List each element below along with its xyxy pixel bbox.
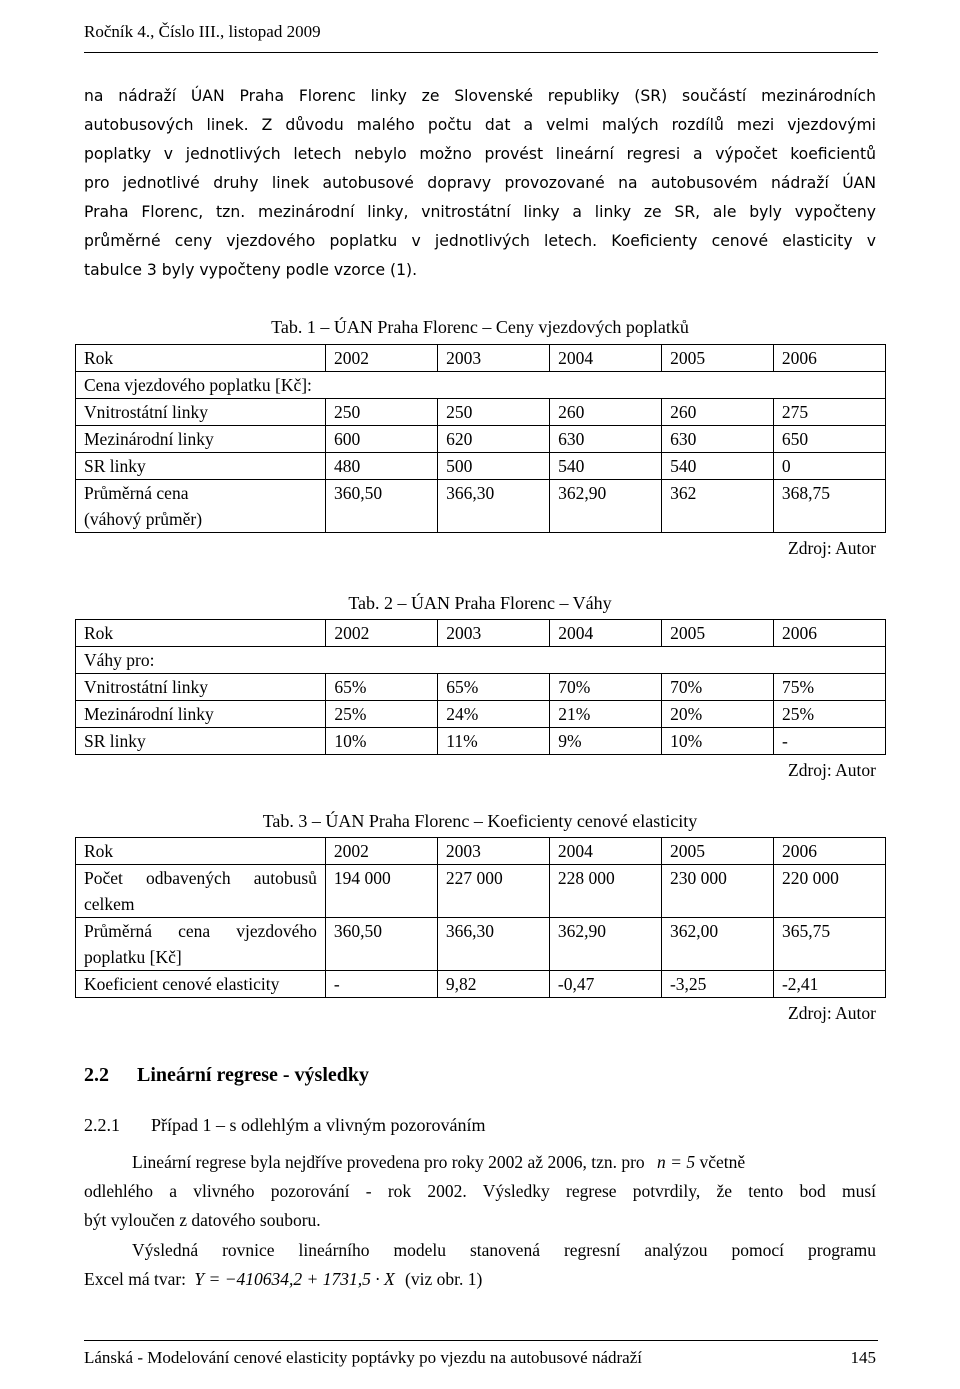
- table-cell: 9%: [550, 728, 662, 755]
- cell-line: Průměrná cena: [84, 483, 189, 503]
- table-cell: 2004: [550, 345, 662, 372]
- table-cell: 650: [773, 426, 885, 453]
- intro-line: Praha Florenc, tzn. mezinárodní linky, vnitrostátní linky a linky ze SR, ale byly vypočteny: [84, 203, 876, 221]
- paragraph-text: Lineární regrese byla nejdříve provedena pro roky 2002 až 2006, tzn. pro: [132, 1152, 645, 1172]
- table-row: [76, 426, 886, 453]
- paragraph-text: Excel má tvar:: [84, 1269, 187, 1289]
- table-cell: Mezinárodní linky: [76, 426, 326, 453]
- table-subheader: Váhy pro:: [76, 647, 886, 674]
- table-cell: -0,47: [549, 971, 661, 998]
- table-cell: 480: [326, 453, 438, 480]
- table-cell: 11%: [438, 728, 550, 755]
- section-heading: [84, 1064, 369, 1087]
- table-cell: 2006: [774, 620, 886, 647]
- table-cell: -3,25: [661, 971, 773, 998]
- table-row: [76, 838, 886, 865]
- table-cell: 362,90: [549, 918, 661, 971]
- table-row: [76, 480, 886, 533]
- table-cell: 2005: [662, 345, 774, 372]
- table-cell: Vnitrostátní linky: [76, 674, 326, 701]
- cell-line: celkem: [84, 894, 135, 914]
- table-cell: Rok: [76, 620, 326, 647]
- table-cell: [76, 918, 326, 971]
- table3-caption: Tab. 3 – ÚAN Praha Florenc – Koeficienty cenové elasticity: [262, 811, 698, 831]
- table-row: [76, 345, 886, 372]
- table-cell: 2002: [326, 620, 438, 647]
- intro-line: pro jednotlivé druhy linek autobusové dopravy provozované na autobusovém nádraží ÚAN: [84, 174, 876, 192]
- table-cell: 2003: [437, 838, 549, 865]
- paragraph-2: [84, 1236, 876, 1294]
- table1-source: Zdroj: Autor: [788, 538, 876, 558]
- table1: [75, 344, 886, 533]
- table-cell: 2003: [438, 345, 550, 372]
- table3: [75, 837, 886, 998]
- table-cell: 2006: [773, 838, 885, 865]
- subsection-heading: [84, 1115, 485, 1136]
- table-cell: 366,30: [438, 480, 550, 533]
- intro-line: průměrné ceny vjezdového poplatku v jednotlivých letech. Koeficienty cenové elasticity v: [84, 232, 876, 250]
- table-cell: 230 000: [661, 865, 773, 918]
- intro-line: tabulce 3 byly vypočteny podle vzorce (1).: [84, 261, 418, 279]
- table-cell: 2002: [326, 345, 438, 372]
- table2-caption: Tab. 2 – ÚAN Praha Florenc – Váhy: [348, 593, 612, 613]
- table-cell: 65%: [326, 674, 438, 701]
- page-number: 145: [850, 1348, 876, 1367]
- table2-source: Zdroj: Autor: [788, 760, 876, 780]
- table-cell: 25%: [326, 701, 438, 728]
- table-row: [76, 620, 886, 647]
- table-cell: 220 000: [773, 865, 885, 918]
- table-row: [76, 971, 886, 998]
- table-cell: 250: [326, 399, 438, 426]
- table-cell: 500: [438, 453, 550, 480]
- table-cell: 362,90: [550, 480, 662, 533]
- table-cell: Mezinárodní linky: [76, 701, 326, 728]
- table-row: [76, 674, 886, 701]
- table-cell: 360,50: [325, 918, 437, 971]
- table-row: [76, 399, 886, 426]
- table2: [75, 619, 886, 755]
- table-row: [76, 918, 886, 971]
- table-cell: 362,00: [661, 918, 773, 971]
- table-cell: 362: [662, 480, 774, 533]
- table-cell: 365,75: [773, 918, 885, 971]
- section-title: Lineární regrese - výsledky: [137, 1064, 370, 1086]
- table-cell: 2003: [438, 620, 550, 647]
- paragraph-line: Výsledná rovnice lineárního modelu stanovená regresní analýzou pomocí programu: [132, 1240, 876, 1260]
- table-cell: 250: [438, 399, 550, 426]
- table-cell: 368,75: [773, 480, 885, 533]
- section-number: 2.2: [84, 1064, 109, 1086]
- table-subheader: Cena vjezdového poplatku [Kč]:: [76, 372, 886, 399]
- table-cell: 70%: [550, 674, 662, 701]
- table-cell: 20%: [662, 701, 774, 728]
- table-cell: Rok: [76, 345, 326, 372]
- table-cell: -: [325, 971, 437, 998]
- table-cell: -: [774, 728, 886, 755]
- table-cell: 260: [550, 399, 662, 426]
- paragraph-text: (viz obr. 1): [405, 1269, 483, 1289]
- cell-line: poplatku [Kč]: [84, 947, 182, 967]
- table-row: [76, 372, 886, 399]
- table-cell: Rok: [76, 838, 326, 865]
- intro-line: autobusových linek. Z důvodu malého počtu dat a velmi malých rozdílů mezi vjezdovými: [84, 116, 876, 134]
- table-row: [76, 701, 886, 728]
- table-cell: 65%: [438, 674, 550, 701]
- table-cell: 366,30: [437, 918, 549, 971]
- running-header: Ročník 4., Číslo III., listopad 2009: [84, 22, 321, 41]
- table-row: [76, 453, 886, 480]
- table-cell: 227 000: [437, 865, 549, 918]
- table-cell: 21%: [550, 701, 662, 728]
- paragraph-line: [84, 1148, 876, 1177]
- table-cell: 620: [438, 426, 550, 453]
- table-cell: [76, 865, 326, 918]
- table-cell: 540: [662, 453, 774, 480]
- table-cell: 360,50: [326, 480, 438, 533]
- table-cell: 0: [773, 453, 885, 480]
- header-rule: [84, 52, 878, 53]
- table-cell: 600: [326, 426, 438, 453]
- table-cell: 24%: [438, 701, 550, 728]
- table-cell: 2004: [549, 838, 661, 865]
- table-cell: 630: [662, 426, 774, 453]
- table-cell: [76, 480, 326, 533]
- subsection-number: 2.2.1: [84, 1115, 120, 1135]
- table-row: [76, 647, 886, 674]
- table-cell: Vnitrostátní linky: [76, 399, 326, 426]
- table-cell: 10%: [662, 728, 774, 755]
- table-cell: 630: [550, 426, 662, 453]
- table-cell: 2004: [550, 620, 662, 647]
- table-cell: 2005: [662, 620, 774, 647]
- table-cell: Koeficient cenové elasticity: [76, 971, 326, 998]
- paragraph-line: být vyloučen z datového souboru.: [84, 1210, 321, 1230]
- table-cell: 70%: [662, 674, 774, 701]
- subsection-title: Případ 1 – s odlehlým a vlivným pozorováním: [151, 1115, 486, 1135]
- intro-line: na nádraží ÚAN Praha Florenc linky ze Slovenské republiky (SR) součástí mezinárodních: [84, 87, 876, 105]
- table-cell: 194 000: [325, 865, 437, 918]
- table-cell: 2006: [773, 345, 885, 372]
- inline-equation: n = 5: [657, 1152, 696, 1172]
- table3-source: Zdroj: Autor: [788, 1003, 876, 1023]
- running-footer: Lánská - Modelování cenové elasticity poptávky po vjezdu na autobusové nádraží: [84, 1348, 642, 1367]
- cell-line: Průměrná cena vjezdového: [84, 921, 317, 941]
- intro-paragraph: [84, 82, 876, 285]
- paragraph-line: [84, 1265, 876, 1294]
- table-cell: 2002: [325, 838, 437, 865]
- table-cell: 228 000: [549, 865, 661, 918]
- table-cell: 9,82: [437, 971, 549, 998]
- table-cell: 25%: [774, 701, 886, 728]
- cell-line: (váhový průměr): [84, 509, 203, 529]
- table-cell: 2005: [661, 838, 773, 865]
- table-cell: -2,41: [773, 971, 885, 998]
- table-row: [76, 728, 886, 755]
- table-cell: 540: [550, 453, 662, 480]
- table1-caption: Tab. 1 – ÚAN Praha Florenc – Ceny vjezdových poplatků: [271, 317, 689, 337]
- cell-line: Počet odbavených autobusů: [84, 868, 317, 888]
- table-cell: 75%: [774, 674, 886, 701]
- intro-line: poplatky v jednotlivých letech nebylo možno provést lineární regresi a výpočet koeficientů: [84, 145, 876, 163]
- inline-equation: Y = −410634,2 + 1731,5 · X: [194, 1269, 395, 1289]
- table-cell: 10%: [326, 728, 438, 755]
- table-cell: 260: [662, 399, 774, 426]
- table-cell: 275: [773, 399, 885, 426]
- table-row: [76, 865, 886, 918]
- paragraph-line: odlehlého a vlivného pozorování - rok 2002. Výsledky regrese potvrdily, že tento bod musí: [84, 1181, 876, 1201]
- table-cell: SR linky: [76, 728, 326, 755]
- table-cell: SR linky: [76, 453, 326, 480]
- footer-rule: [84, 1340, 878, 1341]
- paragraph-text: včetně: [699, 1152, 746, 1172]
- paragraph-1: [84, 1148, 876, 1235]
